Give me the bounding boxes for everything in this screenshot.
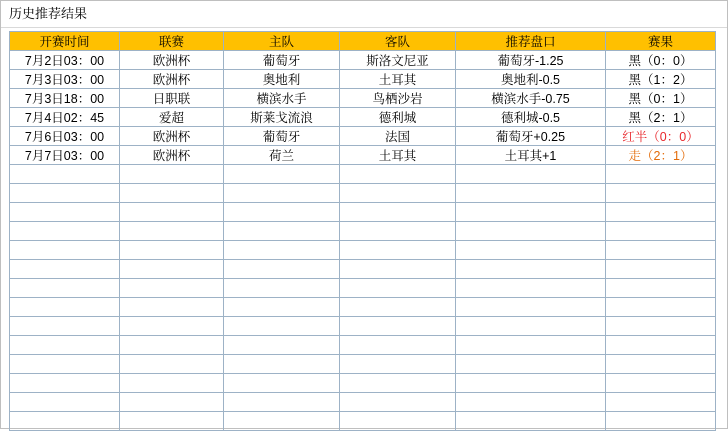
table-row bbox=[10, 70, 716, 89]
cell-empty bbox=[10, 355, 120, 374]
cell-empty bbox=[224, 355, 340, 374]
table-row-empty bbox=[10, 355, 716, 374]
cell-empty bbox=[224, 184, 340, 203]
cell-result: 走（2：1） bbox=[606, 146, 716, 165]
cell-away-team: 法国 bbox=[340, 127, 456, 146]
cell-empty bbox=[340, 260, 456, 279]
column-header-away-team: 客队 bbox=[340, 32, 456, 51]
cell-empty bbox=[606, 393, 716, 412]
cell-empty bbox=[120, 374, 224, 393]
cell-empty bbox=[606, 336, 716, 355]
cell-empty bbox=[120, 412, 224, 431]
cell-empty bbox=[606, 298, 716, 317]
cell-empty bbox=[10, 222, 120, 241]
cell-home-team: 横滨水手 bbox=[224, 89, 340, 108]
cell-empty bbox=[120, 298, 224, 317]
cell-empty bbox=[224, 222, 340, 241]
cell-empty bbox=[224, 374, 340, 393]
cell-empty bbox=[10, 184, 120, 203]
cell-time: 7月2日03：00 bbox=[10, 51, 120, 70]
cell-league: 爱超 bbox=[120, 108, 224, 127]
cell-empty bbox=[456, 241, 606, 260]
cell-empty bbox=[10, 165, 120, 184]
cell-empty bbox=[340, 336, 456, 355]
cell-result: 黑（1：2） bbox=[606, 70, 716, 89]
cell-empty bbox=[120, 222, 224, 241]
cell-empty bbox=[10, 260, 120, 279]
cell-empty bbox=[224, 203, 340, 222]
cell-empty bbox=[10, 298, 120, 317]
cell-empty bbox=[120, 184, 224, 203]
cell-empty bbox=[10, 412, 120, 431]
cell-away-team: 德利城 bbox=[340, 108, 456, 127]
cell-empty bbox=[120, 355, 224, 374]
cell-empty bbox=[224, 298, 340, 317]
table-row-empty bbox=[10, 374, 716, 393]
cell-empty bbox=[456, 184, 606, 203]
cell-empty bbox=[224, 412, 340, 431]
cell-home-team: 葡萄牙 bbox=[224, 127, 340, 146]
cell-empty bbox=[456, 165, 606, 184]
table-row-empty bbox=[10, 165, 716, 184]
cell-recommended-handicap: 德利城-0.5 bbox=[456, 108, 606, 127]
cell-away-team: 斯洛文尼亚 bbox=[340, 51, 456, 70]
cell-empty bbox=[224, 279, 340, 298]
cell-time: 7月6日03：00 bbox=[10, 127, 120, 146]
cell-empty bbox=[456, 393, 606, 412]
cell-recommended-handicap: 奥地利-0.5 bbox=[456, 70, 606, 89]
cell-empty bbox=[340, 184, 456, 203]
cell-empty bbox=[120, 279, 224, 298]
table-row-empty bbox=[10, 336, 716, 355]
table-row-empty bbox=[10, 203, 716, 222]
table-row-empty bbox=[10, 260, 716, 279]
table-row-empty bbox=[10, 184, 716, 203]
cell-empty bbox=[340, 203, 456, 222]
column-header-home-team: 主队 bbox=[224, 32, 340, 51]
cell-empty bbox=[340, 393, 456, 412]
cell-away-team: 土耳其 bbox=[340, 70, 456, 89]
cell-empty bbox=[10, 374, 120, 393]
cell-empty bbox=[606, 279, 716, 298]
cell-league: 欧洲杯 bbox=[120, 127, 224, 146]
cell-empty bbox=[120, 241, 224, 260]
cell-home-team: 荷兰 bbox=[224, 146, 340, 165]
cell-empty bbox=[606, 355, 716, 374]
column-header-recommended-handicap: 推荐盘口 bbox=[456, 32, 606, 51]
page-title: 历史推荐结果 bbox=[1, 1, 727, 28]
cell-recommended-handicap: 土耳其+1 bbox=[456, 146, 606, 165]
cell-empty bbox=[340, 355, 456, 374]
cell-empty bbox=[456, 355, 606, 374]
table-row bbox=[10, 108, 716, 127]
table-row bbox=[10, 89, 716, 108]
cell-empty bbox=[606, 317, 716, 336]
cell-league: 欧洲杯 bbox=[120, 51, 224, 70]
cell-empty bbox=[340, 241, 456, 260]
cell-empty bbox=[224, 317, 340, 336]
cell-empty bbox=[456, 412, 606, 431]
cell-empty bbox=[10, 336, 120, 355]
history-results-table bbox=[9, 31, 716, 431]
cell-empty bbox=[10, 279, 120, 298]
table-body bbox=[10, 51, 716, 431]
cell-empty bbox=[606, 222, 716, 241]
cell-empty bbox=[606, 165, 716, 184]
cell-recommended-handicap: 横滨水手-0.75 bbox=[456, 89, 606, 108]
table-row-empty bbox=[10, 412, 716, 431]
cell-empty bbox=[10, 317, 120, 336]
cell-time: 7月3日03：00 bbox=[10, 70, 120, 89]
table-header bbox=[10, 32, 716, 51]
cell-empty bbox=[340, 298, 456, 317]
cell-empty bbox=[340, 165, 456, 184]
cell-empty bbox=[224, 260, 340, 279]
cell-empty bbox=[120, 317, 224, 336]
cell-time: 7月7日03：00 bbox=[10, 146, 120, 165]
table-row-empty bbox=[10, 279, 716, 298]
table-row-empty bbox=[10, 298, 716, 317]
cell-empty bbox=[120, 203, 224, 222]
table-row-empty bbox=[10, 393, 716, 412]
cell-empty bbox=[340, 374, 456, 393]
cell-empty bbox=[456, 260, 606, 279]
cell-time: 7月4日02：45 bbox=[10, 108, 120, 127]
cell-time: 7月3日18：00 bbox=[10, 89, 120, 108]
table-header-row bbox=[10, 32, 716, 51]
cell-empty bbox=[456, 222, 606, 241]
cell-empty bbox=[120, 393, 224, 412]
cell-recommended-handicap: 葡萄牙+0.25 bbox=[456, 127, 606, 146]
cell-empty bbox=[224, 165, 340, 184]
cell-empty bbox=[606, 203, 716, 222]
cell-away-team: 鸟栖沙岩 bbox=[340, 89, 456, 108]
cell-empty bbox=[606, 260, 716, 279]
cell-recommended-handicap: 葡萄牙-1.25 bbox=[456, 51, 606, 70]
table-row-empty bbox=[10, 241, 716, 260]
cell-empty bbox=[606, 412, 716, 431]
table-row bbox=[10, 146, 716, 165]
cell-empty bbox=[224, 336, 340, 355]
cell-league: 欧洲杯 bbox=[120, 146, 224, 165]
cell-empty bbox=[606, 241, 716, 260]
table-row-empty bbox=[10, 222, 716, 241]
cell-result: 黑（0：0） bbox=[606, 51, 716, 70]
table-row bbox=[10, 51, 716, 70]
cell-empty bbox=[120, 260, 224, 279]
table-row-empty bbox=[10, 317, 716, 336]
cell-result: 黑（0：1） bbox=[606, 89, 716, 108]
column-header-time: 开赛时间 bbox=[10, 32, 120, 51]
cell-empty bbox=[456, 336, 606, 355]
cell-empty bbox=[340, 317, 456, 336]
cell-empty bbox=[606, 184, 716, 203]
cell-away-team: 土耳其 bbox=[340, 146, 456, 165]
cell-empty bbox=[340, 222, 456, 241]
cell-empty bbox=[224, 241, 340, 260]
cell-empty bbox=[224, 393, 340, 412]
cell-empty bbox=[456, 203, 606, 222]
cell-empty bbox=[456, 298, 606, 317]
cell-empty bbox=[456, 279, 606, 298]
cell-empty bbox=[340, 279, 456, 298]
cell-league: 欧洲杯 bbox=[120, 70, 224, 89]
cell-result: 红半（0：0） bbox=[606, 127, 716, 146]
cell-empty bbox=[120, 336, 224, 355]
cell-home-team: 斯莱戈流浪 bbox=[224, 108, 340, 127]
table-row bbox=[10, 127, 716, 146]
cell-league: 日职联 bbox=[120, 89, 224, 108]
cell-empty bbox=[10, 241, 120, 260]
cell-empty bbox=[456, 374, 606, 393]
cell-empty bbox=[10, 393, 120, 412]
cell-empty bbox=[120, 165, 224, 184]
cell-empty bbox=[340, 412, 456, 431]
cell-home-team: 奥地利 bbox=[224, 70, 340, 89]
cell-empty bbox=[606, 374, 716, 393]
cell-empty bbox=[456, 317, 606, 336]
column-header-result: 赛果 bbox=[606, 32, 716, 51]
cell-result: 黑（2：1） bbox=[606, 108, 716, 127]
cell-home-team: 葡萄牙 bbox=[224, 51, 340, 70]
column-header-league: 联赛 bbox=[120, 32, 224, 51]
cell-empty bbox=[10, 203, 120, 222]
